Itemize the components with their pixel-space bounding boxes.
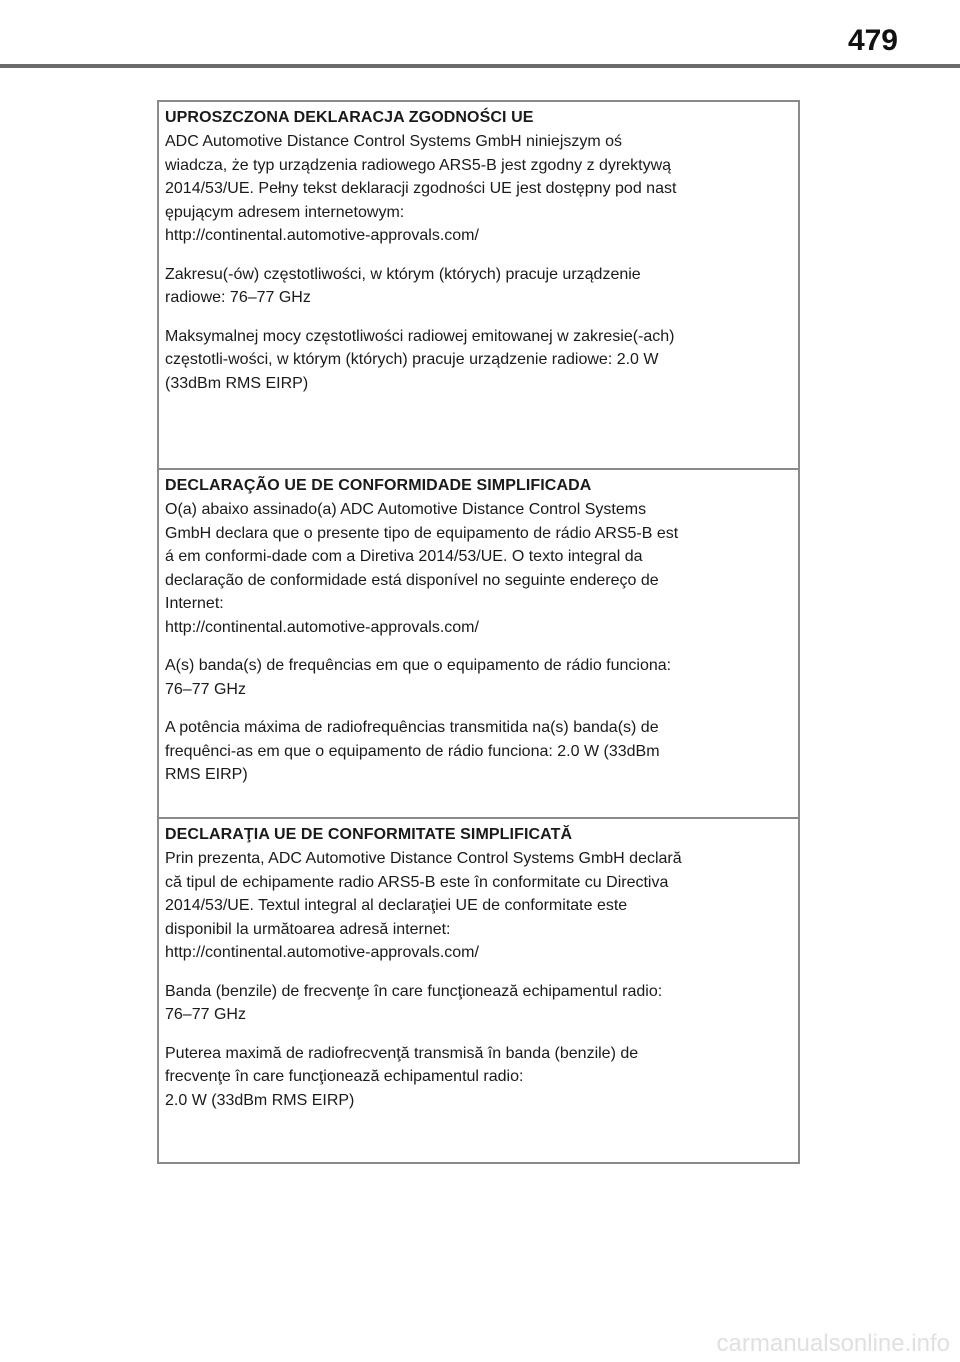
text-line: A(s) banda(s) de frequências em que o equipamento de rádio funciona: — [165, 657, 672, 674]
text-line: A potência máxima de radiofrequências transmitida na(s) banda(s) de — [165, 719, 659, 736]
paragraph — [165, 654, 792, 701]
text-line: á em conformi-dade com a Diretiva 2014/53/UE. O texto integral da — [165, 548, 643, 565]
approvals-url: http://continental.automotive-approvals.com/ — [165, 227, 479, 244]
approvals-url: http://continental.automotive-approvals.com/ — [165, 618, 479, 636]
text-line: Zakresu(-ów) częstotliwości, w którym (których) pracuje urządzenie — [165, 265, 641, 283]
text-line: O(a) abaixo assinado(a) ADC Automotive Distance Control Systems — [165, 501, 647, 518]
paragraph — [165, 325, 792, 396]
text-line: Maksymalnej mocy częstotliwości radiowej emitowanej w zakresie(-ach) — [165, 327, 675, 345]
text-line: radiowe: 76–77 GHz — [165, 289, 311, 306]
approvals-url: http://continental.automotive-approvals.com/ — [165, 944, 479, 961]
text-line: (33dBm RMS EIRP) — [165, 374, 309, 392]
text-line: 76–77 GHz — [165, 680, 246, 698]
text-line: ępującym adresem internetowym: — [165, 203, 405, 221]
paragraph — [165, 263, 792, 310]
text-line: frecvenţe în care funcţionează echipamentul radio: — [165, 1068, 524, 1085]
text-line: declaração de conformidade está disponível no seguinte endereço de — [165, 571, 659, 589]
text-line: wiadcza, że typ urządzenia radiowego ARS5-B jest zgodny z dyrektywą — [165, 156, 672, 174]
text-line: ADC Automotive Distance Control Systems GmbH niniejszym oś — [165, 133, 623, 150]
paragraph — [165, 130, 792, 248]
page-number: 479 — [847, 24, 898, 57]
text-line: GmbH declara que o presente tipo de equipamento de rádio ARS5-B est — [165, 524, 679, 542]
section-title: UPROSZCZONA DEKLARACJA ZGODNOŚCI UE — [165, 109, 534, 126]
declaration-box — [157, 100, 800, 1164]
declaration-section-ro — [159, 819, 798, 1160]
header-divider — [0, 64, 960, 68]
text-line: 2.0 W (33dBm RMS EIRP) — [165, 1091, 355, 1109]
declaration-section-pt — [159, 470, 798, 819]
text-line: Puterea maximă de radiofrecvenţă transmisă în banda (benzile) de — [165, 1044, 639, 1062]
paragraph — [165, 980, 792, 1027]
text-line: frequênci-as em que o equipamento de rádio funciona: 2.0 W (33dBm — [165, 742, 660, 760]
text-line: 76–77 GHz — [165, 1006, 246, 1023]
text-line: 2014/53/UE. Textul integral al declaraţiei UE de conformitate este — [165, 897, 628, 914]
paragraph — [165, 847, 792, 965]
section-title: DECLARAÇÃO UE DE CONFORMIDADE SIMPLIFICADA — [165, 477, 592, 494]
section-title: DECLARAŢIA UE DE CONFORMITATE SIMPLIFICATĂ — [165, 826, 573, 843]
text-line: Banda (benzile) de frecvenţe în care funcţionează echipamentul radio: — [165, 982, 663, 1000]
text-line: disponibil la următoarea adresă internet: — [165, 920, 451, 938]
paragraph — [165, 716, 792, 787]
text-line: 2014/53/UE. Pełny tekst deklaracji zgodności UE jest dostępny pod nast — [165, 180, 677, 197]
text-line: częstotli-wości, w którym (których) pracuje urządzenie radiowe: 2.0 W — [165, 351, 659, 368]
text-line: Internet: — [165, 595, 224, 612]
paragraph — [165, 498, 792, 639]
text-line: Prin prezenta, ADC Automotive Distance Control Systems GmbH declară — [165, 850, 682, 867]
text-line: RMS EIRP) — [165, 766, 248, 783]
paragraph — [165, 1042, 792, 1113]
text-line: că tipul de echipamente radio ARS5-B este în conformitate cu Directiva — [165, 873, 669, 891]
watermark: carmanualsonline.info — [716, 1330, 950, 1357]
declaration-section-pl — [159, 102, 798, 470]
